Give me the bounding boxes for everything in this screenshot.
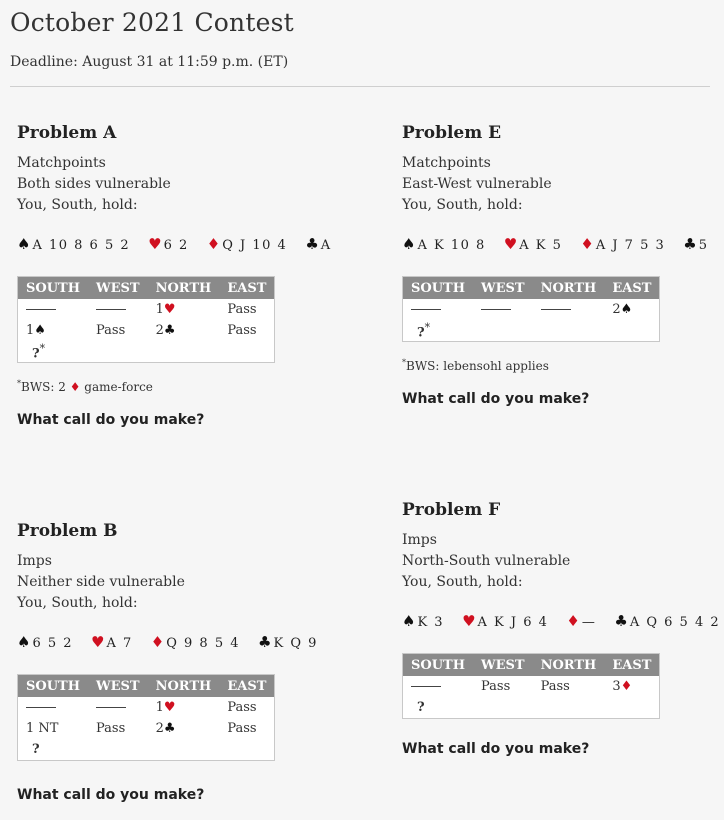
hearts-cards: A 7 (106, 636, 133, 651)
problem-info (402, 153, 724, 216)
problem-info (402, 530, 724, 593)
heart-icon: ♥ (148, 235, 162, 253)
clubs-cards: 5 (698, 238, 709, 253)
bid: 2 (612, 302, 621, 317)
bid: Pass (481, 679, 511, 694)
bid-question: ? (417, 325, 425, 341)
diamonds-cards: — (581, 615, 597, 630)
diamonds-cards: A J 7 5 3 (595, 238, 666, 253)
footnote (402, 358, 724, 373)
dash (541, 309, 571, 310)
col-north: NORTH (148, 277, 220, 300)
table-row (403, 299, 660, 320)
vulnerability: East-West vulnerable (402, 176, 552, 192)
club-icon: ♣ (683, 235, 697, 253)
bidding-table (17, 276, 275, 363)
problem-title: Problem E (402, 123, 502, 143)
table-header-row (403, 277, 660, 300)
footnote-marker: * (39, 341, 46, 355)
hand (17, 632, 347, 652)
question: What call do you make? (17, 787, 205, 803)
table-header-row (18, 675, 275, 698)
diamond-icon: ♦ (206, 235, 221, 253)
bid: Pass (96, 721, 126, 736)
problem-a (17, 123, 347, 428)
col-south: SOUTH (18, 277, 89, 300)
bid: 2 (155, 721, 164, 736)
spades-cards: A K 10 8 (417, 238, 486, 253)
footnote-marker: * (402, 358, 406, 367)
spade-icon: ♠ (17, 633, 31, 651)
footnote-marker: * (17, 379, 21, 388)
dash (96, 309, 126, 310)
table-header-row (403, 654, 660, 677)
bidding-table (402, 653, 660, 719)
bid: Pass (227, 323, 257, 338)
clubs-cards: A (320, 238, 332, 253)
col-north: NORTH (148, 675, 220, 698)
hold-label: You, South, hold: (402, 574, 523, 590)
table-row (18, 299, 275, 320)
col-north: NORTH (533, 277, 605, 300)
vulnerability: North-South vulnerable (402, 553, 571, 569)
clubs-cards: A Q 6 5 4 2 (629, 615, 721, 630)
heart-icon: ♥ (503, 235, 518, 253)
table-row (18, 718, 275, 739)
col-south: SOUTH (18, 675, 89, 698)
heart-icon: ♥ (163, 302, 176, 317)
spade-icon: ♠ (402, 612, 416, 630)
dash (411, 686, 441, 687)
question: What call do you make? (402, 391, 590, 407)
diamond-icon: ♦ (566, 612, 580, 630)
club-icon: ♣ (163, 721, 176, 736)
problem-b (17, 521, 347, 803)
spade-icon: ♠ (34, 323, 46, 338)
table-row (403, 676, 660, 697)
problem-f (402, 500, 724, 757)
problem-title: Problem B (17, 521, 118, 541)
problem-title: Problem A (17, 123, 117, 143)
vulnerability: Both sides vulnerable (17, 176, 171, 192)
question: What call do you make? (17, 412, 205, 428)
diamond-icon: ♦ (150, 633, 165, 651)
col-west: WEST (473, 654, 533, 677)
heart-icon: ♥ (91, 633, 105, 651)
table-row (18, 320, 275, 341)
divider (10, 86, 710, 87)
dash (26, 707, 56, 708)
bid-question: ? (32, 346, 40, 362)
vulnerability: Neither side vulnerable (17, 574, 185, 590)
page-title: October 2021 Contest (10, 8, 294, 37)
club-icon: ♣ (614, 612, 628, 630)
problem-info (17, 551, 347, 614)
hold-label: You, South, hold: (17, 595, 138, 611)
bid: 1 (155, 302, 164, 317)
club-icon: ♣ (258, 633, 272, 651)
scoring: Matchpoints (402, 155, 491, 171)
spade-icon: ♠ (17, 235, 31, 253)
bidding-table (17, 674, 275, 761)
col-west: WEST (88, 675, 148, 698)
hold-label: You, South, hold: (17, 197, 138, 213)
col-north: NORTH (533, 654, 605, 677)
bid: 3 (612, 679, 621, 694)
col-east: EAST (219, 277, 275, 300)
bid: 1 (26, 323, 35, 338)
diamonds-cards: Q J 10 4 (222, 238, 288, 253)
col-south: SOUTH (403, 654, 474, 677)
problem-e (402, 123, 724, 407)
hold-label: You, South, hold: (402, 197, 523, 213)
deadline: Deadline: August 31 at 11:59 p.m. (ET) (10, 54, 289, 70)
col-south: SOUTH (403, 277, 474, 300)
col-east: EAST (219, 675, 275, 698)
bid: Pass (540, 679, 570, 694)
table-row (403, 697, 660, 719)
footnote (17, 379, 347, 394)
bid: Pass (96, 323, 126, 338)
bid-question: ? (32, 742, 40, 757)
footnote-text: BWS: 2 (21, 380, 66, 394)
spades-cards: 6 5 2 (32, 636, 74, 651)
col-east: EAST (604, 654, 660, 677)
col-west: WEST (88, 277, 148, 300)
hand (402, 611, 724, 631)
scoring: Imps (402, 532, 437, 548)
footnote-text: BWS: lebensohl applies (406, 359, 549, 373)
question: What call do you make? (402, 741, 590, 757)
heart-icon: ♥ (163, 700, 176, 715)
clubs-cards: K Q 9 (273, 636, 318, 651)
bid: Pass (227, 302, 257, 317)
table-row (18, 739, 275, 761)
scoring: Matchpoints (17, 155, 106, 171)
col-east: EAST (604, 277, 660, 300)
table-row (18, 697, 275, 718)
heart-icon: ♥ (462, 612, 476, 630)
bid-question: ? (417, 700, 425, 715)
bid: Pass (227, 700, 257, 715)
club-icon: ♣ (305, 235, 319, 253)
footnote-marker: * (424, 320, 431, 334)
col-west: WEST (473, 277, 533, 300)
bid: 1 (155, 700, 164, 715)
dash (96, 707, 126, 708)
bid: Pass (227, 721, 257, 736)
hand (17, 234, 347, 254)
hand (402, 234, 724, 254)
diamond-icon: ♦ (620, 679, 633, 694)
club-icon: ♣ (163, 323, 176, 338)
scoring: Imps (17, 553, 52, 569)
dash (411, 309, 441, 310)
hearts-cards: A K J 6 4 (477, 615, 549, 630)
bid: 2 (155, 323, 164, 338)
dash (481, 309, 511, 310)
bid: 1 NT (26, 721, 59, 736)
dash (26, 309, 56, 310)
problem-info (17, 153, 347, 216)
spade-icon: ♠ (402, 235, 416, 253)
bidding-table (402, 276, 660, 342)
hearts-cards: 6 2 (163, 238, 189, 253)
problem-title: Problem F (402, 500, 501, 520)
diamond-icon: ♦ (580, 235, 594, 253)
hearts-cards: A K 5 (519, 238, 563, 253)
table-header-row (18, 277, 275, 300)
footnote-suffix: game-force (84, 380, 153, 394)
spade-icon: ♠ (620, 302, 633, 317)
table-row (403, 320, 660, 342)
spades-cards: K 3 (417, 615, 445, 630)
table-row (18, 341, 275, 363)
diamond-icon: ♦ (69, 380, 81, 394)
spades-cards: A 10 8 6 5 2 (32, 238, 131, 253)
diamonds-cards: Q 9 8 5 4 (166, 636, 241, 651)
